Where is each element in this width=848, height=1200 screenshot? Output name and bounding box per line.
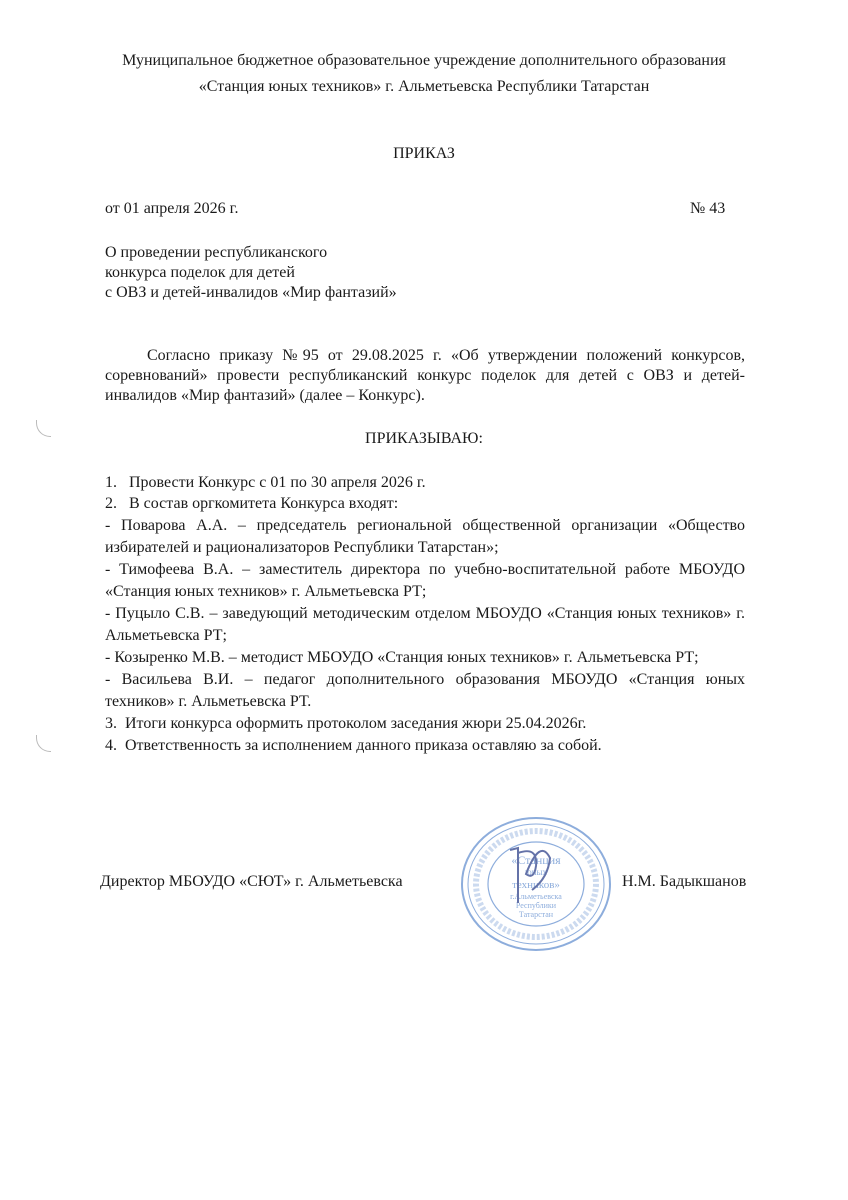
order-item-2: 2. В состав оргкомитета Конкурса входят: [105,495,399,512]
official-stamp [448,808,628,958]
signature-position: Директор МБОУДО «СЮТ» г. Альметьевска [100,873,403,890]
org-name-line1: Муниципальное бюджетное образовательное учреждение дополнительного образования [122,52,726,69]
order-heading: ПРИКАЗЫВАЮ: [365,430,483,447]
preamble-paragraph: Согласно приказу №95 от 29.08.2025 г. «Об утверждении положений конкурсов, соревнований» провести республиканский конкурс поделок для детей с ОВЗ и детей-инвалидов «Мир фантазий» (далее – Конкурс). [105,347,745,404]
subject-line: О проведении республиканского [105,244,328,261]
order-date: от 01 апреля 2026 г. [105,200,239,217]
stamp-text: Татарстан [518,910,554,919]
org-name-line2: «Станция юных техников» г. Альметьевска Республики Татарстан [198,78,650,95]
stamp-text: «Станция [511,853,561,867]
stamp-text: техников» [512,879,560,891]
org-header [0,48,848,100]
order-item-4: 4. Ответственность за исполнением данного приказа оставляю за собой. [105,737,602,754]
document-type: ПРИКАЗ [393,145,455,162]
committee-member: - Тимофеева В.А. – заместитель директора по учебно-воспитательной работе МБОУДО «Станция юных техников» г. Альметьевска РТ; [105,561,745,600]
committee-member: - Пуцыло С.В. – заведующий методическим отделом МБОУДО «Станция юных техников» г. Альметьевска РТ; [105,605,745,644]
order-item-1: 1. Провести Конкурс с 01 по 30 апреля 2026 г. [105,474,426,491]
committee-member: - Козыренко М.В. – методист МБОУДО «Станция юных техников» г. Альметьевска РТ; [105,649,699,666]
committee-member: - Васильева В.И. – педагог дополнительного образования МБОУДО «Станция юных техников» г. Альметьевска РТ. [105,671,745,710]
stamp-text: юных [524,867,548,877]
scan-punch-mark [36,735,51,752]
stamp-text: Республики [515,901,557,910]
stamp-text: г.Альметьевска [510,892,562,901]
order-number: № 43 [690,200,726,217]
subject-line: с ОВЗ и детей-инвалидов «Мир фантазий» [105,284,397,301]
signature-name: Н.М. Бадыкшанов [622,873,747,890]
subject-line: конкурса поделок для детей [105,264,295,281]
order-item-3: 3. Итоги конкурса оформить протоколом заседания жюри 25.04.2026г. [105,715,587,732]
order-subject [105,243,745,303]
committee-member: - Поварова А.А. – председатель региональной общественной организации «Общество избирателей и рационализаторов Республики Татарстан»; [105,517,745,556]
